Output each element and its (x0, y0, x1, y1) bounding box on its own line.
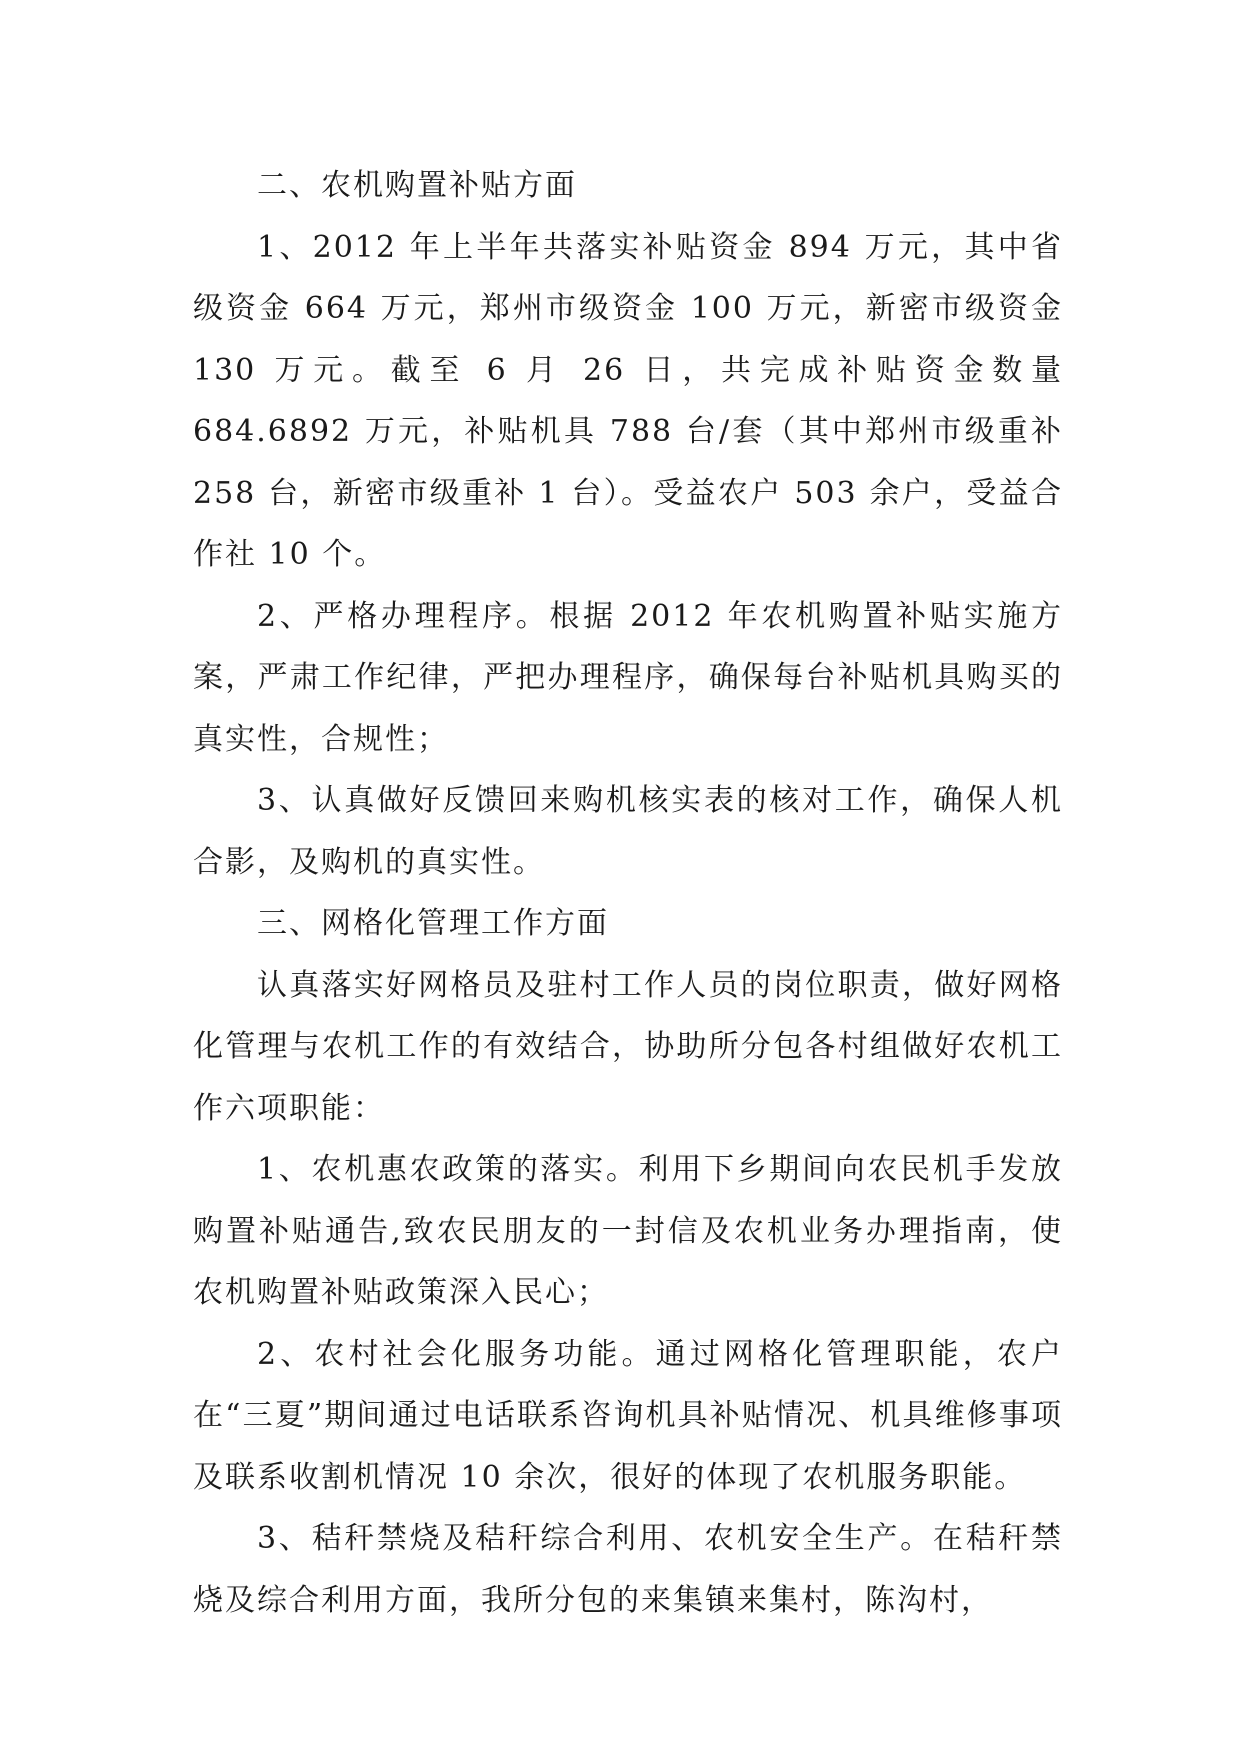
paragraph-subsidy-funds: 1、2012 年上半年共落实补贴资金 894 万元，其中省级资金 664 万元，郑州市级资金 100 万元，新密市级资金 130 万元。截至 6 月 26 日，共完成补贴资金数量 684.6892 万元，补贴机具 788 台/套（其中郑州市级重补 258 台，新密市级重补 1 台）。受益农户 503 余户，受益合作社 10 个。 (193, 229, 1063, 572)
paragraph-strict-procedure: 2、严格办理程序。根据 2012 年农机购置补贴实施方案，严肃工作纪律，严把办理程序，确保每台补贴机具购买的真实性，合规性； (193, 598, 1063, 757)
section-heading-agri-subsidy: 二、农机购置补贴方面 (257, 168, 577, 203)
paragraph-straw-burning: 3、秸秆禁烧及秸秆综合利用、农机安全生产。在秸秆禁烧及综合利用方面，我所分包的来集镇来集村，陈沟村， (193, 1521, 1063, 1618)
document-body (193, 155, 1063, 1631)
paragraph-grid-duties: 认真落实好网格员及驻村工作人员的岗位职责，做好网格化管理与农机工作的有效结合，协助所分包各村组做好农机工作六项职能： (193, 967, 1063, 1126)
paragraph-verification: 3、认真做好反馈回来购机核实表的核对工作，确保人机合影，及购机的真实性。 (193, 783, 1063, 880)
section-heading-grid-management: 三、网格化管理工作方面 (257, 906, 609, 941)
paragraph-policy-implementation: 1、农机惠农政策的落实。利用下乡期间向农民机手发放购置补贴通告,致农民朋友的一封信及农机业务办理指南，使农机购置补贴政策深入民心； (193, 1152, 1063, 1310)
paragraph-social-service: 2、农村社会化服务功能。通过网格化管理职能，农户在“三夏”期间通过电话联系咨询机具补贴情况、机具维修事项及联系收割机情况 10 余次，很好的体现了农机服务职能。 (193, 1336, 1063, 1495)
